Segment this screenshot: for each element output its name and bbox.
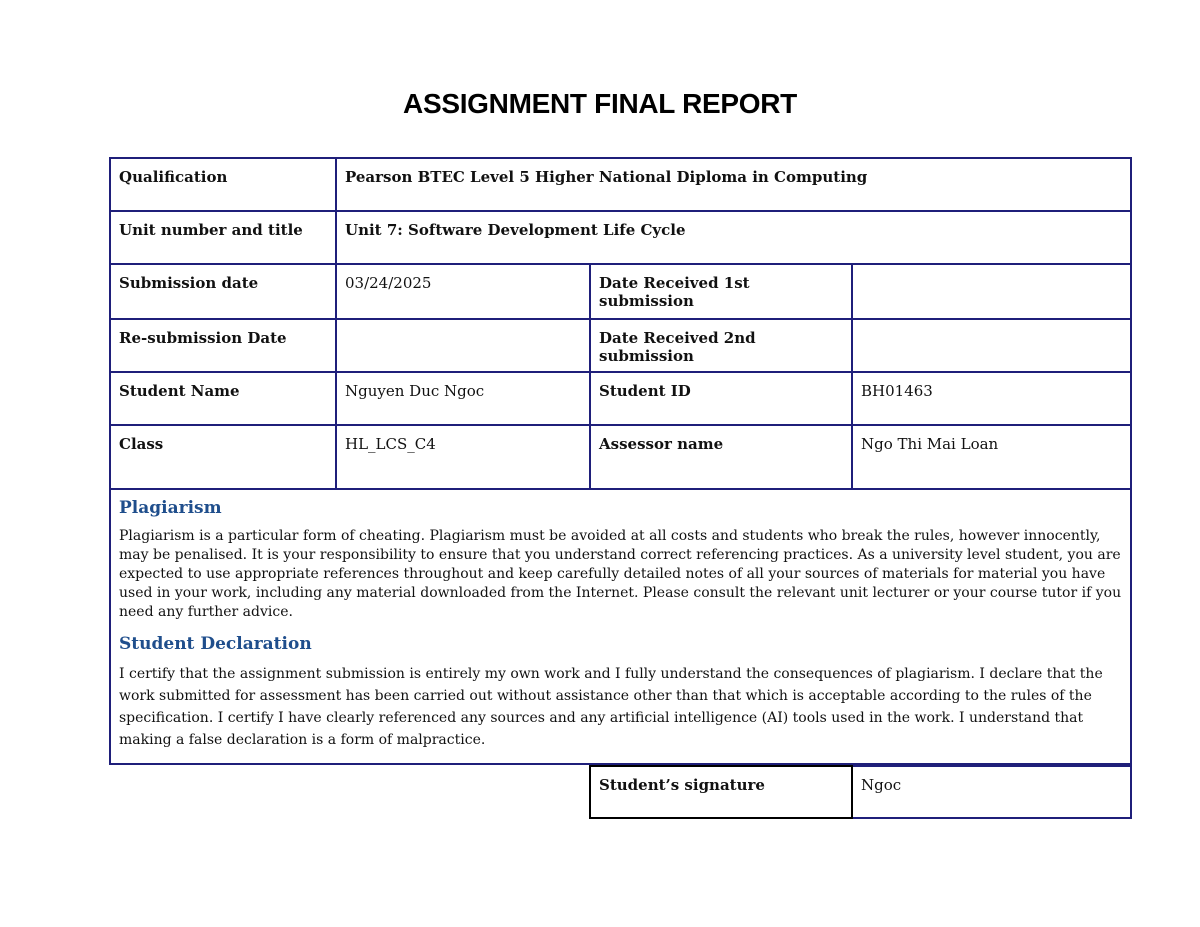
signature-table <box>589 765 1132 819</box>
class-label: Class <box>110 425 336 489</box>
class-value: HL_LCS_C4 <box>336 425 590 489</box>
declaration-cell <box>110 489 1131 764</box>
assessor-name-value: Ngo Thi Mai Loan <box>852 425 1131 489</box>
date-received-1st-value <box>852 264 1131 319</box>
student-signature-label: Student’s signature <box>590 766 852 818</box>
unit-row <box>110 211 1131 264</box>
date-received-2nd-label: Date Received 2nd submission <box>590 319 852 372</box>
qualification-value: Pearson BTEC Level 5 Higher National Diploma in Computing <box>336 158 1131 211</box>
date-received-2nd-value <box>852 319 1131 372</box>
student-name-value: Nguyen Duc Ngoc <box>336 372 590 425</box>
student-declaration-text: I certify that the assignment submission is entirely my own work and I fully understand the consequences of plagiarism. I declare that the work submitted for assessment has been carried out without assistance other than that which is acceptable according to the rules of the specification. I certify I have clearly referenced any sources and any artificial intelligence (AI) tools used in the work. I understand that making a false declaration is a form of malpractice. <box>119 666 1103 748</box>
student-id-label: Student ID <box>590 372 852 425</box>
submission-date-value: 03/24/2025 <box>336 264 590 319</box>
submission-row <box>110 264 1131 319</box>
class-row <box>110 425 1131 489</box>
page-title: ASSIGNMENT FINAL REPORT <box>403 88 797 119</box>
report-table <box>109 157 1132 765</box>
plagiarism-text: Plagiarism is a particular form of cheating. Plagiarism must be avoided at all costs and students who break the rules, however innocently, may be penalised. It is your responsibility to ensure that you understand correct referencing practices. As a university level student, you are expected to use appropriate references throughout and keep carefully detailed notes of all your sources of materials for material you have used in your work, including any material downloaded from the Internet. Please consult the relevant unit lecturer or your course tutor if you need any further advice. <box>119 528 1122 620</box>
resubmission-row <box>110 319 1131 372</box>
unit-label: Unit number and title <box>110 211 336 264</box>
resubmission-date-value <box>336 319 590 372</box>
student-row <box>110 372 1131 425</box>
unit-value: Unit 7: Software Development Life Cycle <box>336 211 1131 264</box>
resubmission-date-label: Re-submission Date <box>110 319 336 372</box>
student-name-label: Student Name <box>110 372 336 425</box>
student-declaration-heading: Student Declaration <box>119 634 312 654</box>
student-signature-value: Ngoc <box>852 766 1131 818</box>
signature-row <box>590 766 1131 818</box>
qualification-label: Qualification <box>110 158 336 211</box>
submission-date-label: Submission date <box>110 264 336 319</box>
date-received-1st-label: Date Received 1st submission <box>590 264 852 319</box>
qualification-row <box>110 158 1131 211</box>
student-id-value: BH01463 <box>852 372 1131 425</box>
plagiarism-heading: Plagiarism <box>119 498 222 518</box>
assessor-name-label: Assessor name <box>590 425 852 489</box>
declaration-row <box>110 489 1131 764</box>
